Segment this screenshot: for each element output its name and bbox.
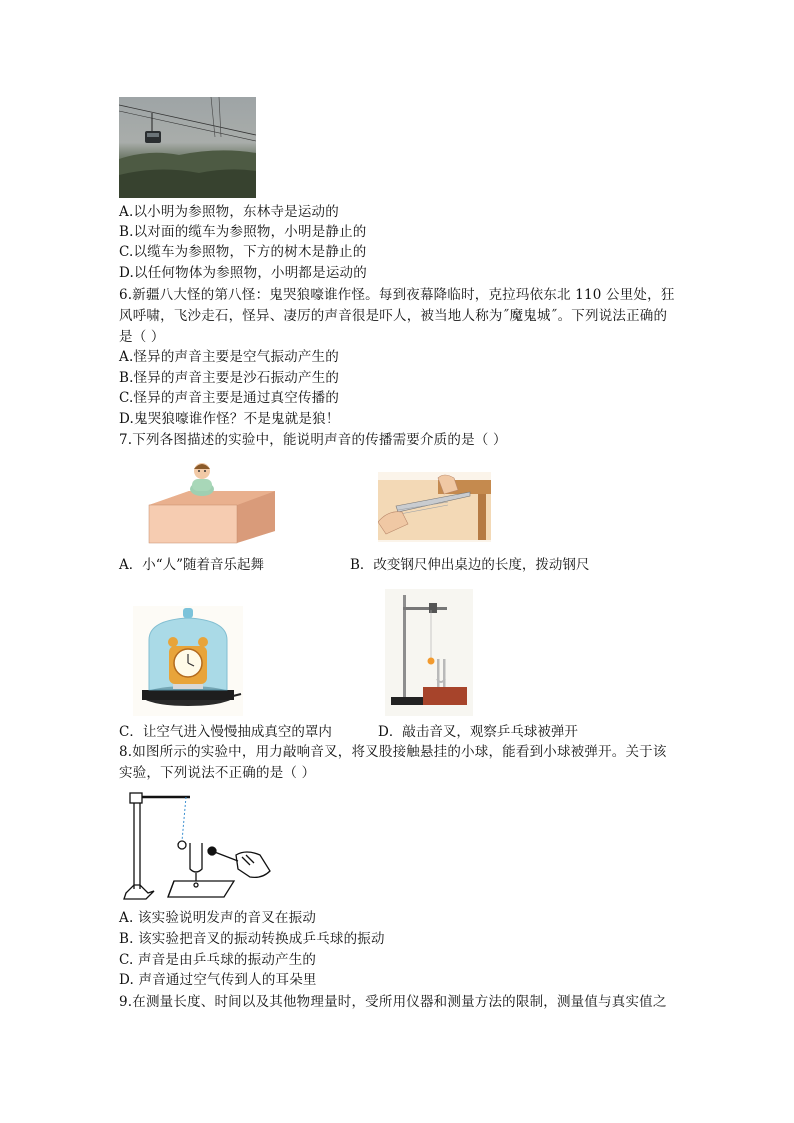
q7-caption-c: C．让空气进入慢慢抽成真空的罩内 [119, 724, 332, 740]
q8-option-d: D. 声音通过空气传到人的耳朵里 [119, 972, 317, 988]
q7-figure-c [133, 606, 243, 716]
q8-option-b: B. 该实验把音叉的振动转换成乒乓球的振动 [119, 931, 385, 947]
q8-option-c: C. 声音是由乒乓球的振动产生的 [119, 952, 317, 968]
q7-caption-b: B．改变钢尺伸出桌边的长度，拨动钢尺 [350, 557, 590, 573]
q8-stem-line2: 实验，下列说法不正确的是（ ） [119, 765, 316, 781]
q6-stem-line2: 风呼啸，飞沙走石，怪异、凄厉的声音很是吓人，被当地人称为˝魔鬼城˝。下列说法正确的 [119, 308, 668, 324]
q7-figure-a [147, 459, 277, 545]
q7-caption-d: D．敲击音叉，观察乒乓球被弹开 [378, 724, 578, 740]
q6-option-b: B.怪异的声音主要是沙石振动产生的 [119, 370, 340, 386]
cable-car-photo [119, 97, 256, 198]
q6-option-a: A.怪异的声音主要是空气振动产生的 [119, 349, 339, 365]
q5-option-d: D.以任何物体为参照物，小明都是运动的 [119, 265, 367, 281]
q8-stem-line1: 8.如图所示的实验中，用力敲响音叉，将叉股接触悬挂的小球，能看到小球被弹开。关于该 [119, 744, 667, 760]
q7-figure-d [385, 589, 473, 716]
q8-figure [120, 785, 280, 905]
q5-option-a: A.以小明为参照物，东林寺是运动的 [119, 204, 339, 220]
q6-stem-line3: 是（ ） [119, 329, 165, 345]
q6-stem-line1: 6.新疆八大怪的第八怪：鬼哭狼嚎谁作怪。每到夜幕降临时，克拉玛依东北 110 公里处，狂 [119, 287, 675, 303]
q6-option-c: C.怪异的声音主要是通过真空传播的 [119, 390, 340, 406]
q5-option-c: C.以缆车为参照物，下方的树木是静止的 [119, 244, 367, 260]
q7-stem: 7.下列各图描述的实验中，能说明声音的传播需要介质的是（ ） [119, 432, 507, 448]
q7-caption-a: A．小“人”随着音乐起舞 [119, 557, 265, 573]
q6-option-d: D.鬼哭狼嚎谁作怪？不是鬼就是狼！ [119, 411, 340, 427]
q5-option-b: B.以对面的缆车为参照物，小明是静止的 [119, 224, 367, 240]
q8-option-a: A. 该实验说明发声的音叉在振动 [119, 910, 317, 926]
q9-stem-line1: 9.在测量长度、时间以及其他物理量时，受所用仪器和测量方法的限制，测量值与真实值之 [119, 994, 667, 1010]
q7-figure-b [378, 472, 491, 542]
